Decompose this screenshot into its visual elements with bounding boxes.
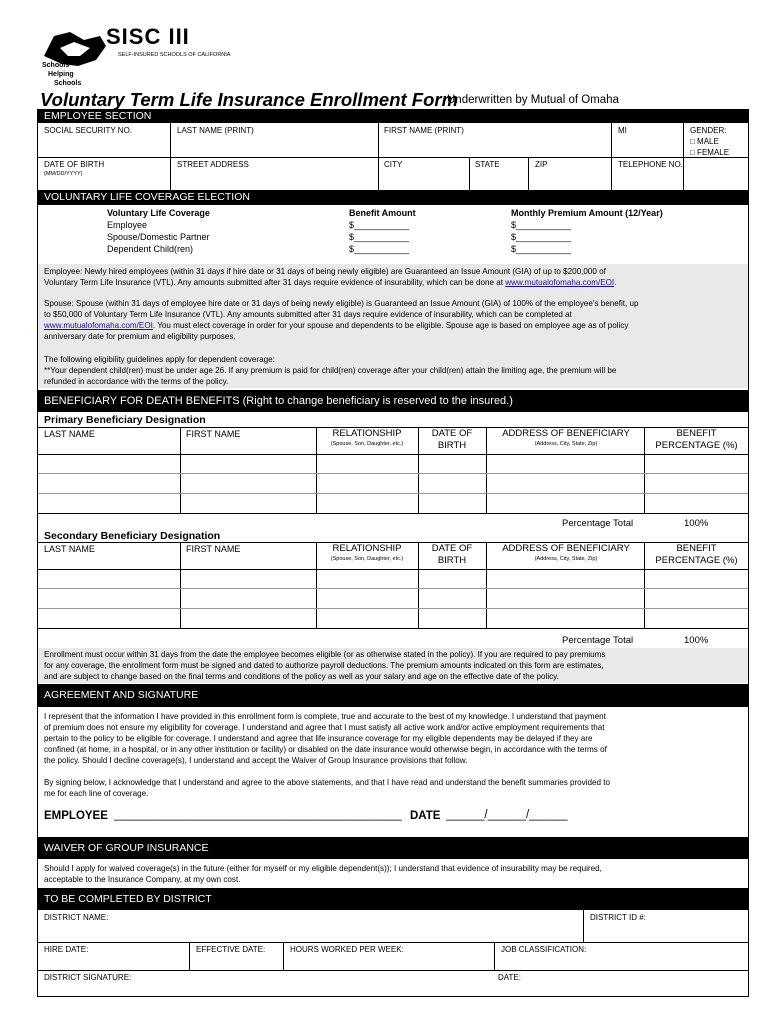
logo-tagline-2: Helping [48,71,74,78]
secondary-percentage-total-value: 100% [684,635,709,646]
dob-label: DATE OF BIRTH [44,160,105,169]
employee-signature-field[interactable]: _____________________________________________ [114,809,402,821]
agreement-text: I represent that the information I have provided in this enrollment form is complete, true and accurate to the best of my knowledge. I understand that payment of premium does not ensure my eligibility for coverage. I understand and agree that I must satisfy all active work and/or active employment requirements that pertain to the policy to be eligible for coverage. I understand and agree that life insurance coverage for my eligible dependents may be delayed if they are confined (at home, in a hospital, or in any other institution or facility) or disabled on the date insurance would otherwise begin, in accordance with the terms of the policy. Should I decline coverage(s), I understand and accept the Waiver of Group Insurance provisions that follow. [44,712,607,765]
waiver-heading: WAIVER OF GROUP INSURANCE [38,837,748,859]
eoi-link-2[interactable]: www.mutualofomaha.com/EOI [44,321,153,330]
enrollment-form [37,109,749,997]
primary-col-dob: DATE OF BIRTH [431,428,473,451]
hire-date-label: HIRE DATE: [44,945,89,954]
signature-date-field[interactable]: ______/______/______ [446,809,568,821]
eoi-link[interactable]: www.mutualofomaha.com/EOI [505,278,615,287]
secondary-col-first: FIRST NAME [186,544,241,554]
waiver-text: Should I apply for waived coverage(s) in the future (either for myself or my eligible dependent(s)); I understand that evidence of insurability may be required, acceptable to the Insurance Company, at my own cost. [44,864,602,884]
primary-beneficiary-title: Primary Beneficiary Designation [44,414,206,426]
logo-tagline-1: Schools [42,62,70,69]
sisc-logo [38,22,238,90]
logo-subtitle: SELF-INSURED SCHOOLS OF CALIFORNIA [118,52,231,58]
effective-date-label: EFFECTIVE DATE: [196,945,266,954]
benefit-col-header: Benefit Amount [349,208,416,218]
coverage-col-header: Voluntary Life Coverage [107,208,210,218]
primary-percentage-total-label: Percentage Total [562,518,634,529]
employee-benefit-field[interactable]: $___________ [349,220,410,230]
secondary-col-relationship: RELATIONSHIP (Spouse, Son, Daughter, etc.) [330,543,404,562]
logo-name: SISC III [106,24,190,49]
spouse-premium-field[interactable]: $___________ [511,232,572,242]
secondary-percentage-total-label: Percentage Total [562,635,634,646]
child-benefit-field[interactable]: $___________ [349,244,410,254]
employee-premium-field[interactable]: $___________ [511,220,572,230]
mi-label: MI [618,126,627,135]
spouse-gia-text: Spouse: Spouse (within 31 days of employee hire date or 31 days of being newly eligible) is Guaranteed an Issue Amount (GIA) of 100% of the employee's benefit, up to $50,000 of Voluntary Term Life Insurance (VTL). Any amounts submitted after 31 days require evidence of insurability, which can be completed at www.mutualofomaha.com/EOI. You must elect coverage in order for your spouse and dependents to be eligible. Spouse age is based on employee age as of policy anniversary date for premium and eligibility purposes. [44,299,639,341]
state-label: STATE [475,160,500,169]
coverage-row-child: Dependent Child(ren) [107,244,194,254]
secondary-col-last: LAST NAME [44,544,95,554]
last-name-label: LAST NAME (PRINT) [177,126,254,135]
city-label: CITY [384,160,403,169]
employee-gia-text: Employee: Newly hired employees (within 31 days if hire date or 31 days of being newly eligible) are Guaranteed an Issue Amount (GIA) of up to $200,000 of Voluntary Term Life Insurance (VTL). Any amounts submitted after 31 days require evidence of insurability, which can be done at www.mutualofomaha.com/EOI. [44,267,617,287]
gender-label: GENDER: [690,126,727,135]
district-id-label: DISTRICT ID #: [590,913,646,922]
agreement-heading: AGREEMENT AND SIGNATURE [38,684,748,707]
primary-percentage-total-value: 100% [684,518,709,529]
premium-col-header: Monthly Premium Amount (12/Year) [511,208,663,218]
first-name-label: FIRST NAME (PRINT) [384,126,464,135]
district-heading: TO BE COMPLETED BY DISTRICT [38,888,748,910]
table-row[interactable] [38,588,748,589]
primary-col-last: LAST NAME [44,429,95,439]
gender-male-checkbox[interactable]: □ MALE [690,137,719,146]
gender-female-checkbox[interactable]: □ FEMALE [690,148,730,157]
secondary-beneficiary-title: Secondary Beneficiary Designation [44,530,221,542]
table-row[interactable] [38,608,748,609]
hours-worked-label: HOURS WORKED PER WEEK: [290,945,404,954]
enrollment-note: Enrollment must occur within 31 days from the date the employee becomes eligible (or as otherwise stated in the policy). If you are required to pay premiums for any coverage, the enrollment form must be signed and dated to authorize payroll deductions. The premium amounts indicated on this form are estimates, and are subject to change based on the final terms and conditions of the policy as well as your salary and age on the effective date of the policy. [44,650,606,681]
job-classification-label: JOB CLASSIFICATION: [501,945,587,954]
beneficiary-heading: BENEFICIARY FOR DEATH BENEFITS (Right to change beneficiary is reserved to the insured.) [38,390,748,412]
child-premium-field[interactable]: $___________ [511,244,572,254]
coverage-heading: VOLUNTARY LIFE COVERAGE ELECTION [38,190,748,205]
dob-format: (MM/DD/YYYY) [44,171,83,177]
coverage-row-employee: Employee [107,220,148,230]
logo-tagline-3: Schools [54,80,82,87]
spouse-benefit-field[interactable]: $___________ [349,232,410,242]
employee-signature-label: EMPLOYEE [44,810,108,822]
primary-col-first: FIRST NAME [186,429,241,439]
page-title: Voluntary Term Life Insurance Enrollment Form [40,89,459,110]
acknowledgement-text: By signing below, I acknowledge that I understand and agree to the above statements, and that I have read and understand the benefit summaries provided to me for each line of coverage. [44,778,611,798]
primary-col-address: ADDRESS OF BENEFICIARY (Address, City, State, Zip) [502,428,630,447]
district-signature-label: DISTRICT SIGNATURE: [44,973,132,982]
table-row[interactable] [38,473,748,474]
coverage-row-spouse: Spouse/Domestic Partner [107,232,210,242]
phone-label: TELEPHONE NO. [618,160,683,169]
secondary-col-address: ADDRESS OF BENEFICIARY (Address, City, State, Zip) [502,543,630,562]
signature-date-label: DATE [410,810,441,822]
primary-col-relationship: RELATIONSHIP (Spouse, Son, Daughter, etc.) [330,428,404,447]
primary-col-percentage: BENEFIT PERCENTAGE (%) [655,428,738,451]
secondary-col-dob: DATE OF BIRTH [431,543,473,566]
zip-label: ZIP [535,160,548,169]
street-label: STREET ADDRESS [177,160,249,169]
underwritten-by: Underwritten by Mutual of Omaha [447,94,619,106]
dependent-guidelines-text: The following eligibility guidelines apply for dependent coverage: **Your dependent child(ren) must be under age 26. If any premium is paid for child(ren) coverage after your child(ren) attain the limiting age, the premium will be refunded in accordance with the terms of the policy. [44,355,617,386]
district-name-label: DISTRICT NAME: [44,913,109,922]
employee-section-heading: EMPLOYEE SECTION [38,110,748,123]
ssn-label: SOCIAL SECURITY NO. [44,126,133,135]
table-row[interactable] [38,493,748,494]
district-date-label: DATE: [498,973,521,982]
secondary-col-percentage: BENEFIT PERCENTAGE (%) [655,543,738,566]
